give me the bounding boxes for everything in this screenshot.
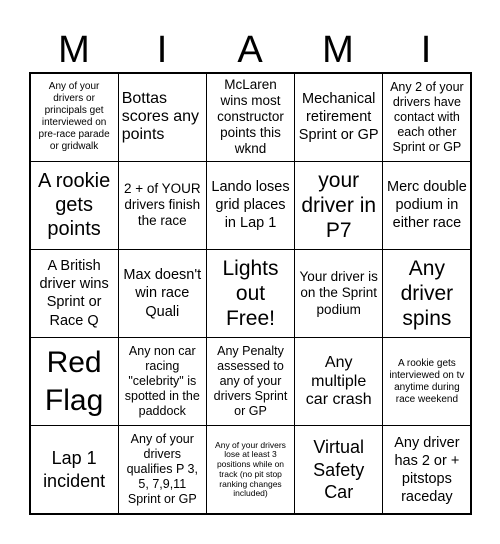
title-letter-3: A bbox=[237, 29, 263, 71]
bingo-cell[interactable]: A British driver wins Sprint or Race Q bbox=[30, 249, 119, 338]
bingo-cell[interactable]: Max doesn't win race Quali bbox=[118, 249, 207, 338]
bingo-cell[interactable]: Your driver is on the Sprint podium bbox=[294, 249, 383, 338]
bingo-cell[interactable]: Any of your drivers qualifies P 3, 5, 7,9,11 Sprint or GP bbox=[118, 425, 207, 514]
bingo-cell[interactable]: Merc double podium in either race bbox=[382, 161, 471, 250]
bingo-cell[interactable]: Any Penalty assessed to any of your drivers Sprint or GP bbox=[206, 337, 295, 426]
bingo-cell[interactable]: McLaren wins most constructor points this wknd bbox=[206, 73, 295, 162]
bingo-cell[interactable]: Any multiple car crash bbox=[294, 337, 383, 426]
title-letter-5: I bbox=[420, 29, 432, 71]
bingo-board bbox=[29, 72, 472, 515]
title-letter-1: M bbox=[58, 29, 90, 71]
bingo-cell[interactable]: Lando loses grid places in Lap 1 bbox=[206, 161, 295, 250]
bingo-cell[interactable]: Virtual Safety Car bbox=[294, 425, 383, 514]
bingo-cell[interactable]: Any of your drivers lose at least 3 positions while on track (no pit stop ranking changes included) bbox=[206, 425, 295, 514]
bingo-cell[interactable]: Any non car racing "celebrity" is spotted in the paddock bbox=[118, 337, 207, 426]
title-letter-4: M bbox=[322, 29, 354, 71]
bingo-cell free-space[interactable]: Lights out Free! bbox=[206, 249, 295, 338]
bingo-cell[interactable]: 2 + of YOUR drivers finish the race bbox=[118, 161, 207, 250]
bingo-cell[interactable]: Any driver spins bbox=[382, 249, 471, 338]
bingo-cell[interactable]: Bottas scores any points bbox=[118, 73, 207, 162]
bingo-cell[interactable]: Mechanical retirement Sprint or GP bbox=[294, 73, 383, 162]
bingo-cell[interactable]: Any 2 of your drivers have contact with each other Sprint or GP bbox=[382, 73, 471, 162]
bingo-cell[interactable]: Lap 1 incident bbox=[30, 425, 119, 514]
bingo-cell[interactable]: Any driver has 2 or + pitstops raceday bbox=[382, 425, 471, 514]
bingo-cell[interactable]: Any of your drivers or principals get interviewed on pre-race parade or gridwalk bbox=[30, 73, 119, 162]
bingo-title bbox=[30, 28, 470, 72]
bingo-cell[interactable]: your driver in P7 bbox=[294, 161, 383, 250]
bingo-cell[interactable]: A rookie gets interviewed on tv anytime during race weekend bbox=[382, 337, 471, 426]
bingo-cell[interactable]: A rookie gets points bbox=[30, 161, 119, 250]
bingo-cell[interactable]: Red Flag bbox=[30, 337, 119, 426]
title-letter-2: I bbox=[156, 29, 168, 71]
